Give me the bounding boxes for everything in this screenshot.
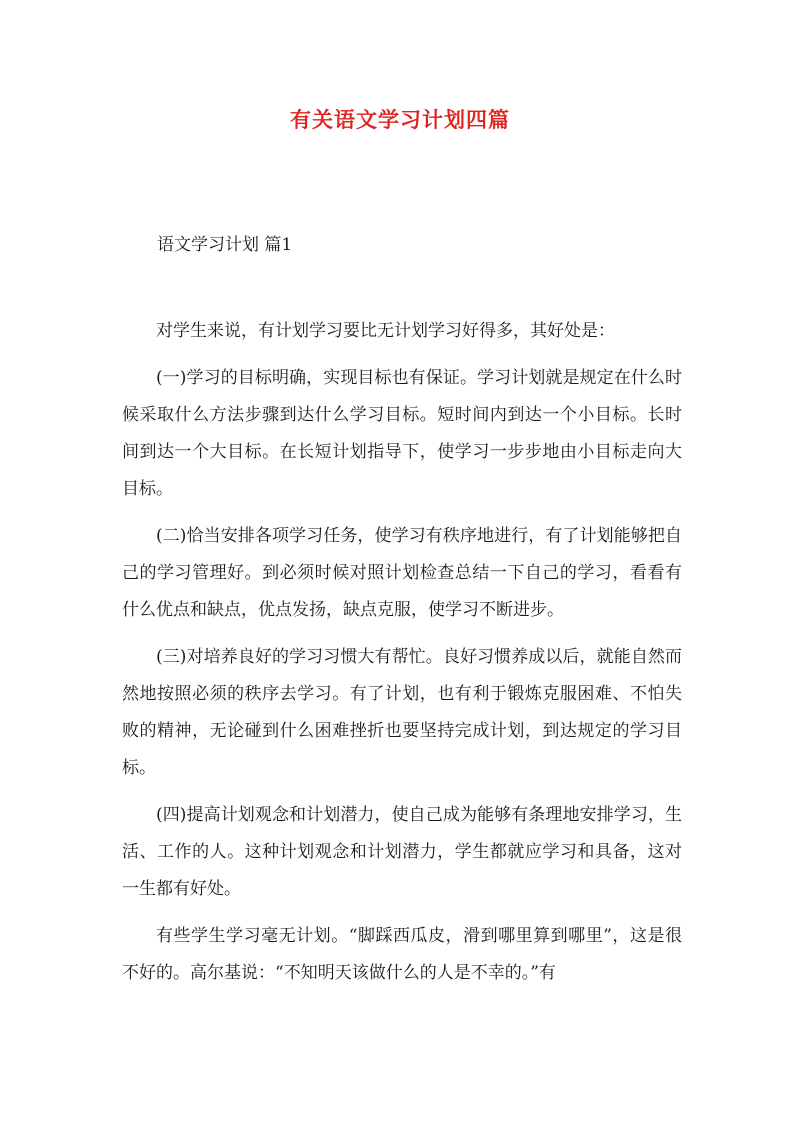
paragraph: (三)对培养良好的学习习惯大有帮忙。良好习惯养成以后，就能自然而然地按照必须的秩序去学习。有了计划，也有利于锻炼克服困难、不怕失败的精神，无论碰到什么困难挫折也要坚持完成计划，到达规定的学习目标。 xyxy=(122,647,682,778)
paragraph: (一)学习的目标明确，实现目标也有保证。学习计划就是规定在什么时候采取什么方法步骤到达什么学习目标。短时间内到达一个小目标。长时间到达一个大目标。在长短计划指导下，使学习一步步地由小目标走向大目标。 xyxy=(122,368,682,499)
document-body xyxy=(122,313,682,1002)
paragraph: 有些学生学习毫无计划。“脚踩西瓜皮，滑到哪里算到哪里”，这是很不好的。高尔基说：“不知明天该做什么的人是不幸的。”有 xyxy=(122,926,682,983)
paragraph: 对学生来说，有计划学习要比无计划学习好得多，其好处是： xyxy=(156,321,615,341)
paragraph: (四)提高计划观念和计划潜力，使自己成为能够有条理地安排学习，生活、工作的人。这种计划观念和计划潜力，学生都就应学习和具备，这对一生都有好处。 xyxy=(122,805,682,899)
section-heading: 语文学习计划 篇1 xyxy=(157,235,293,255)
paragraph: (二)恰当安排各项学习任务，使学习有秩序地进行，有了计划能够把自己的学习管理好。到必须时候对照计划检查总结一下自己的学习，看看有什么优点和缺点，优点发扬，缺点克服，使学习不断进步。 xyxy=(122,526,682,620)
document-title: 有关语文学习计划四篇 xyxy=(290,107,510,132)
